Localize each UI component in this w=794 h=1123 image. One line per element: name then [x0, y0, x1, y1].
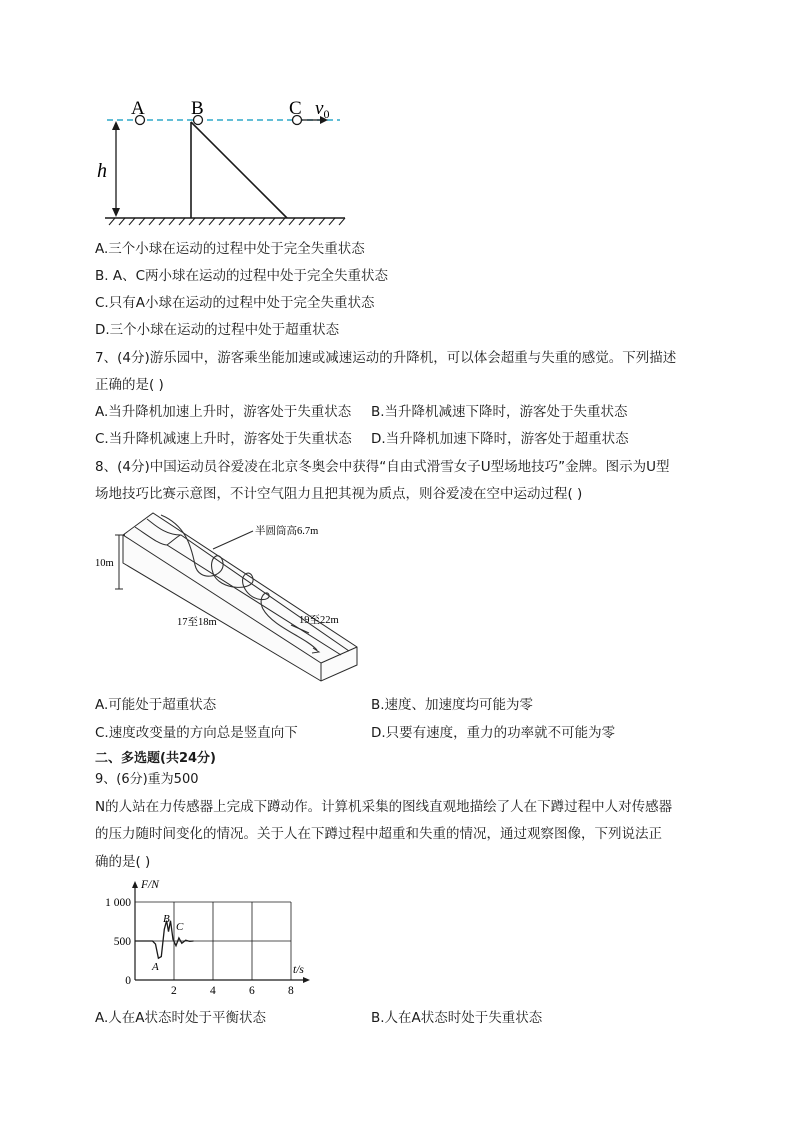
- q7-stem-line1: 7、(4分)游乐园中，游客乘坐能加速或减速运动的升降机，可以体会超重与失重的感觉。下列描述: [95, 350, 677, 366]
- q8-width-label: 19至22m: [299, 615, 339, 626]
- q6-option-d: D.三个小球在运动的过程中处于超重状态: [95, 322, 340, 338]
- annotation-b: B: [163, 913, 170, 925]
- q8-option-c: C.速度改变量的方向总是竖直向下: [95, 725, 298, 741]
- x-tick-label: 2: [171, 985, 177, 997]
- force-curve: [135, 921, 194, 959]
- label-c: C: [289, 98, 302, 119]
- v0-label: $v_0$: [315, 98, 330, 121]
- q9-stem-line3: 的压力随时间变化的情况。关于人在下蹲过程中超重和失重的情况，通过观察图像，下列说法正: [95, 826, 662, 842]
- q9-option-a: A.人在A状态时处于平衡状态: [95, 1010, 267, 1026]
- label-a: A: [131, 98, 145, 119]
- q8-stem-line2: 场地技巧比赛示意图，不计空气阻力且把其视为质点，则谷爱凌在空中运动过程( ): [95, 486, 583, 502]
- q7-option-a: A.当升降机加速上升时，游客处于失重状态: [95, 404, 352, 420]
- q8-length-label: 17至18m: [177, 617, 217, 628]
- h-label: h: [97, 160, 107, 182]
- q8-halfpipe-figure: [95, 505, 365, 685]
- force-time-chart: [95, 872, 325, 1000]
- q6-option-b: B. A、C两小球在运动的过程中处于完全失重状态: [95, 268, 389, 284]
- q9-stem-line4: 确的是( ): [95, 854, 151, 870]
- y-axis-label: F/N: [141, 879, 159, 891]
- q9-option-b: B.人在A状态时处于失重状态: [371, 1010, 543, 1026]
- y-tick-label: 500: [113, 936, 131, 948]
- y-tick-label: 0: [125, 975, 131, 987]
- q8-pipe-height-label: 半圆筒高6.7m: [255, 526, 319, 537]
- x-tick-label: 6: [249, 985, 255, 997]
- ground: [105, 218, 345, 225]
- annotation-c: C: [176, 921, 184, 933]
- q8-stem-line1: 8、(4分)中国运动员谷爱凌在北京冬奥会中获得“自由式滑雪女子U型场地技巧”金牌。图示为U型: [95, 459, 670, 475]
- q6-option-a: A.三个小球在运动的过程中处于完全失重状态: [95, 241, 365, 257]
- q6-option-c: C.只有A小球在运动的过程中处于完全失重状态: [95, 295, 375, 311]
- x-tick-label: 4: [210, 985, 216, 997]
- q8-option-d: D.只要有速度，重力的功率就不可能为零: [371, 725, 616, 741]
- x-axis-arrow: [303, 977, 310, 983]
- q7-stem-line2: 正确的是( ): [95, 377, 164, 393]
- q7-option-b: B.当升降机减速下降时，游客处于失重状态: [371, 404, 628, 420]
- q9-stem-line2: N的人站在力传感器上完成下蹲动作。计算机采集的图线直观地描绘了人在下蹲过程中人对传感器: [95, 799, 673, 815]
- y-tick-label: 1 000: [105, 897, 131, 909]
- annotation-a: A: [152, 961, 159, 973]
- x-tick-label: 8: [288, 985, 294, 997]
- q7-option-d: D.当升降机加速下降时，游客处于超重状态: [371, 431, 629, 447]
- q8-option-b: B.速度、加速度均可能为零: [371, 697, 534, 713]
- y-axis-arrow: [132, 881, 138, 888]
- q8-height-label: 10m: [95, 558, 114, 569]
- q9-stem-line1: 9、(6分)重为500: [95, 772, 199, 787]
- q8-option-a: A.可能处于超重状态: [95, 697, 217, 713]
- x-axis-label: t/s: [293, 964, 304, 976]
- q6-figure: [95, 92, 355, 227]
- section2-title: 二、多选题(共24分): [95, 751, 216, 766]
- q7-option-c: C.当升降机减速上升时，游客处于失重状态: [95, 431, 352, 447]
- label-b: B: [191, 98, 204, 119]
- incline: [191, 122, 287, 218]
- height-arrow: [112, 121, 120, 217]
